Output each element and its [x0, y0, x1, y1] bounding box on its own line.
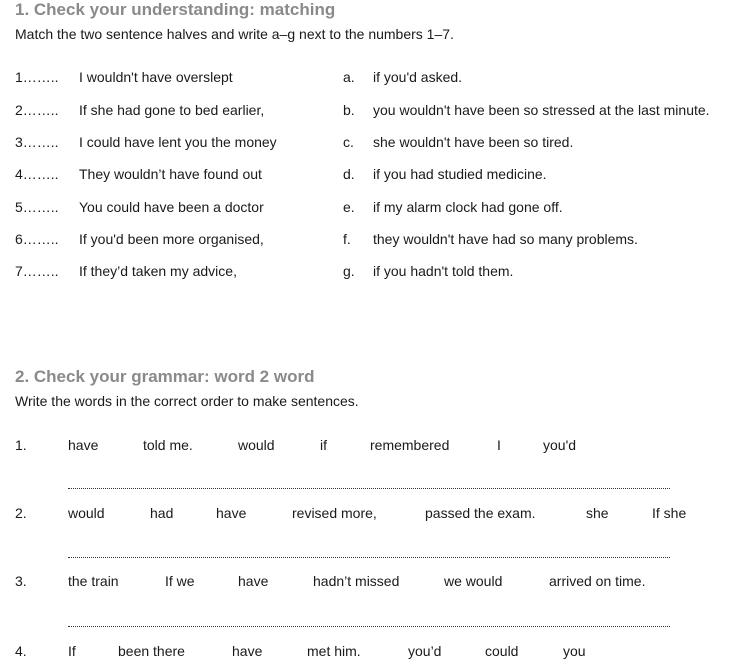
word-tile: If we — [165, 573, 195, 589]
word-tile: we would — [444, 573, 503, 589]
sentence-start-7: If they’d taken my advice, — [79, 263, 237, 279]
row-number: 2. — [15, 505, 27, 521]
item-number-7[interactable]: 7…….. — [15, 263, 59, 279]
word-tile: have — [232, 643, 263, 659]
word-tile: you'd — [543, 437, 577, 453]
answer-line-2[interactable] — [68, 557, 670, 558]
word-tile: would — [238, 437, 275, 453]
sentence-ending-g: if you hadn't told them. — [373, 263, 514, 279]
word-tile: you’d — [408, 643, 442, 659]
sentence-start-1: I wouldn't have overslept — [79, 69, 233, 85]
answer-line-1[interactable] — [68, 488, 670, 489]
ending-letter-e: e. — [343, 199, 355, 215]
sentence-start-3: I could have lent you the money — [79, 134, 277, 150]
sentence-ending-a: if you'd asked. — [373, 69, 463, 85]
word-tile: hadn’t missed — [313, 573, 400, 589]
row-number: 3. — [15, 573, 27, 589]
section-1-heading: 1. Check your understanding: matching — [15, 0, 336, 19]
sentence-start-2: If she had gone to bed earlier, — [79, 102, 265, 118]
answer-line-3[interactable] — [68, 626, 670, 627]
word-tile: the train — [68, 573, 119, 589]
ending-letter-a: a. — [343, 69, 355, 85]
item-number-6[interactable]: 6…….. — [15, 231, 59, 247]
item-number-1[interactable]: 1…….. — [15, 69, 59, 85]
word-tile: could — [485, 643, 519, 659]
sentence-start-5: You could have been a doctor — [79, 199, 264, 215]
word-tile: if — [320, 437, 327, 453]
sentence-ending-d: if you had studied medicine. — [373, 166, 547, 182]
ending-letter-f: f. — [343, 231, 351, 247]
ending-letter-c: c. — [343, 134, 354, 150]
section-2-instruction: Write the words in the correct order to make sentences. — [15, 393, 359, 409]
sentence-ending-e: if my alarm clock had gone off. — [373, 199, 563, 215]
word-tile: you — [563, 643, 586, 659]
word-tile: been there — [118, 643, 185, 659]
sentence-start-6: If you'd been more organised, — [79, 231, 264, 247]
row-number: 4. — [15, 643, 27, 659]
item-number-5[interactable]: 5…….. — [15, 199, 59, 215]
row-number: 1. — [15, 437, 27, 453]
word-tile: had — [150, 505, 174, 521]
word-tile: arrived on time. — [549, 573, 646, 589]
item-number-3[interactable]: 3…….. — [15, 134, 59, 150]
word-tile: passed the exam. — [425, 505, 536, 521]
word-tile: If she — [652, 505, 687, 521]
item-number-4[interactable]: 4…….. — [15, 166, 59, 182]
word-tile: revised more, — [292, 505, 377, 521]
ending-letter-g: g. — [343, 263, 355, 279]
ending-letter-b: b. — [343, 102, 355, 118]
sentence-start-4: They wouldn’t have found out — [79, 166, 262, 182]
word-tile: met him. — [307, 643, 361, 659]
sentence-ending-c: she wouldn't have been so tired. — [373, 134, 574, 150]
word-tile: she — [586, 505, 609, 521]
section-1-instruction: Match the two sentence halves and write a–g next to the numbers 1–7. — [15, 26, 454, 42]
sentence-ending-b: you wouldn't have been so stressed at the last minute. — [373, 102, 710, 118]
word-tile: remembered — [370, 437, 450, 453]
word-tile: have — [238, 573, 269, 589]
word-tile: would — [68, 505, 105, 521]
word-tile: If — [68, 643, 76, 659]
section-2-heading: 2. Check your grammar: word 2 word — [15, 367, 315, 386]
word-tile: I — [497, 437, 501, 453]
ending-letter-d: d. — [343, 166, 355, 182]
item-number-2[interactable]: 2…….. — [15, 102, 59, 118]
word-tile: have — [68, 437, 99, 453]
word-tile: have — [216, 505, 247, 521]
word-tile: told me. — [143, 437, 193, 453]
sentence-ending-f: they wouldn't have had so many problems. — [373, 231, 638, 247]
